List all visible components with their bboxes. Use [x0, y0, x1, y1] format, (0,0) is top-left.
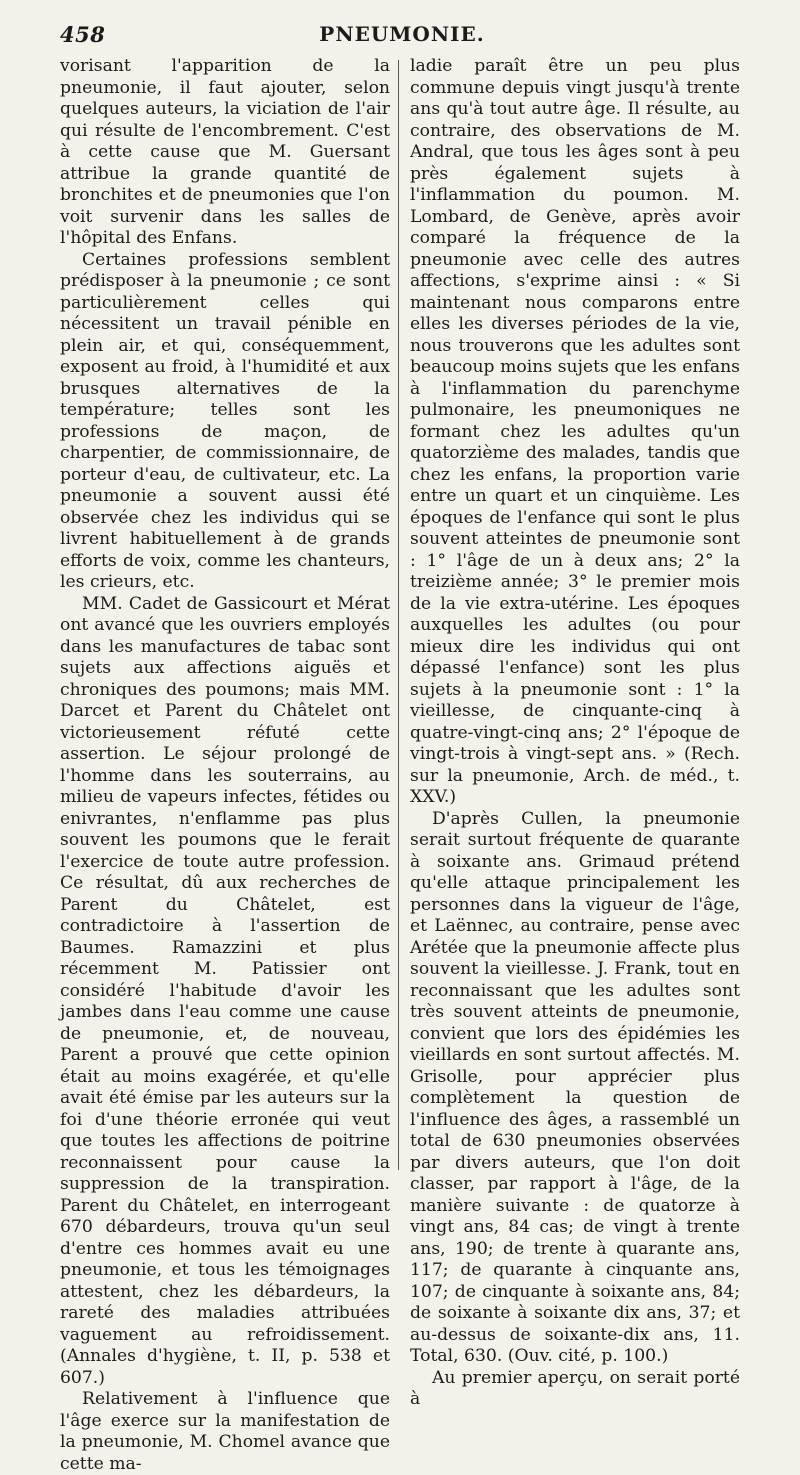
left-column — [60, 56, 390, 1475]
paragraph: MM. Cadet de Gassicourt et Mérat ont avancé que les ouvriers employés dans les manufactures de tabac sont sujets aux affections aiguës et chroniques des poumons; mais MM. Darcet et Parent du Châtelet ont victorieusement réfuté cette assertion. Le séjour prolongé de l'homme dans les souterrains, au milieu de vapeurs infectes, fétides ou enivrantes, n'enflamme pas plus souvent les poumons que le ferait l'exercice de toute autre profession. Ce résultat, dû aux recherches de Parent du Châtelet, est contradictoire à l'assertion de Baumes. Ramazzini et plus récemment M. Patissier ont considéré l'habitude d'avoir les jambes dans l'eau comme une cause de pneumonie, et, de nouveau, Parent a prouvé que cette opinion était au moins exagérée, et qu'elle avait été émise par les auteurs sur la foi d'une théorie erronée qui veut que toutes les affections de poitrine reconnaissent pour cause la suppression de la transpiration. Parent du Châtelet, en interrogeant 670 débardeurs, trouva qu'un seul d'entre ces hommes avait eu une pneumonie, et tous les témoignages attestent, chez les débardeurs, la rareté des maladies attribuées vaguement au refroidissement. (Annales d'hygiène, t. II, p. 538 et 607.) — [60, 593, 390, 1388]
page-header — [60, 22, 744, 52]
column-divider — [398, 60, 399, 1170]
paragraph: vorisant l'apparition de la pneumonie, il faut ajouter, selon quelques auteurs, la viciation de l'air qui résulte de l'encombrement. C'est à cette cause que M. Guersant attribue la grande quantité de bronchites et de pneumonies que l'on voit survenir dans les salles de l'hôpital des Enfans. — [60, 56, 390, 248]
paragraph: Relativement à l'influence que l'âge exerce sur la manifestation de la pneumonie, M. Chomel avance que cette ma- — [60, 1389, 390, 1474]
paragraph: ladie paraît être un peu plus commune depuis vingt jusqu'à trente ans qu'à tout autre âge. Il résulte, au contraire, des observations de M. Andral, que tous les âges sont à peu près également sujets à l'inflammation du poumon. M. Lombard, de Genève, après avoir comparé la fréquence de la pneumonie avec celle des autres affections, s'exprime ainsi : « Si maintenant nous comparons entre elles les diverses périodes de la vie, nous trouverons que les adultes sont beaucoup moins sujets que les enfans à l'inflammation du parenchyme pulmonaire, les pneumoniques ne formant chez les adultes qu'un quatorzième des malades, tandis que chez les enfans, la proportion varie entre un quart et un cinquième. Les époques de l'enfance qui sont le plus souvent atteintes de pneumonie sont : 1° l'âge de un à deux ans; 2° la treizième année; 3° le premier mois de la vie extra-utérine. Les époques auxquelles les adultes (ou pour mieux dire les individus qui ont dépassé l'enfance) sont les plus sujets à la pneumonie sont : 1° la vieillesse, de cinquante-cinq à quatre-vingt-cinq ans; 2° l'époque de vingt-trois à vingt-sept ans. » (Rech. sur la pneumonie, Arch. de méd., t. XXV.) — [410, 56, 740, 807]
paragraph: D'après Cullen, la pneumonie serait surtout fréquente de quarante à soixante ans. Grimaud prétend qu'elle attaque principalement les personnes dans la vigueur de l'âge, et Laënnec, au contraire, pense avec Arétée que la pneumonie affecte plus souvent la vieillesse. J. Frank, tout en reconnaissant que les adultes sont très souvent atteints de pneumonie, convient que lors des épidémies les vieillards en sont surtout affectés. M. Grisolle, pour apprécier plus complètement la question de l'influence des âges, a rassemblé un total de 630 pneumonies observées par divers auteurs, que l'on doit classer, par rapport à l'âge, de la manière suivante : de quatorze à vingt ans, 84 cas; de vingt à trente ans, 190; de trente à quarante ans, 117; de quarante à cinquante ans, 107; de cinquante à soixante ans, 84; de soixante à soixante dix ans, 37; et au-dessus de soixante-dix ans, 11. Total, 630. (Ouv. cité, p. 100.) — [410, 808, 740, 1366]
right-column — [410, 56, 740, 1411]
page-number: 458 — [60, 22, 106, 47]
paragraph: Au premier aperçu, on serait porté à — [410, 1367, 740, 1409]
paragraph: Certaines professions semblent prédisposer à la pneumonie ; ce sont particulièrement celles qui nécessitent un travail pénible en plein air, et qui, conséquemment, exposent au froid, à l'humidité et aux brusques alternatives de la température; telles sont les professions de maçon, de charpentier, de commissionnaire, de porteur d'eau, de cultivateur, etc. La pneumonie a souvent aussi été observée chez les individus qui se livrent habituellement à de grands efforts de voix, comme les chanteurs, les crieurs, etc. — [60, 249, 390, 592]
running-title: PNEUMONIE. — [319, 22, 485, 46]
